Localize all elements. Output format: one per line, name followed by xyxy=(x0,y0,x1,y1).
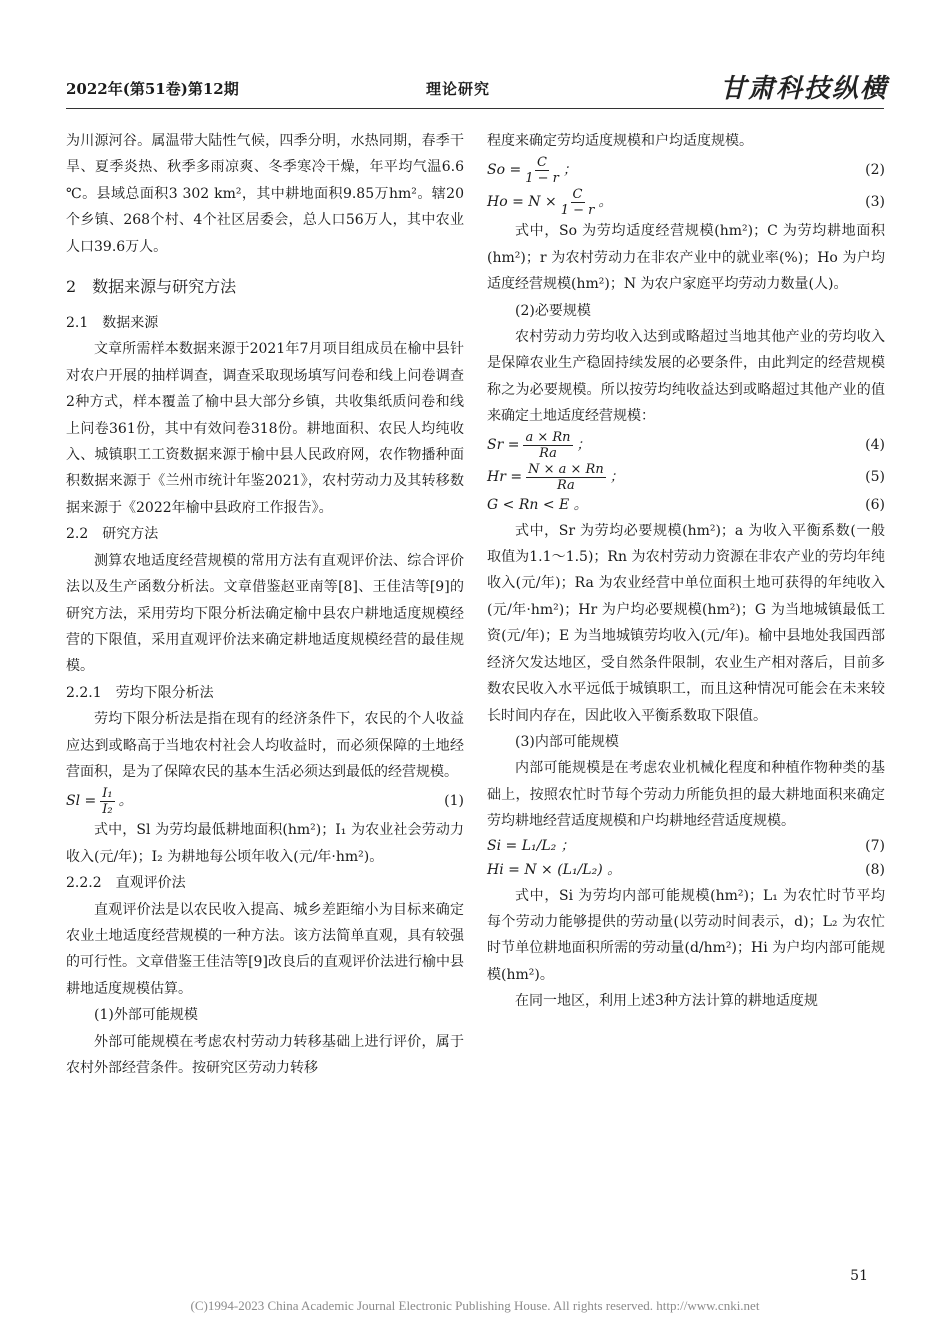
equation-1: Sl = $\frac{\text{I₁}}{\text{I₂}}$ 。 (1) xyxy=(66,785,464,817)
equation-number: (1) xyxy=(444,793,464,810)
equation-6: G < Rn < E 。 (6) xyxy=(487,494,885,518)
equation-3: Ho = N × $\frac{C}{1 - r}$ 。 (3) xyxy=(487,186,885,218)
paragraph: 式中，Si 为劳均内部可能规模(hm²)；L₁ 为农忙时节平均每个劳动力能够提供的劳动量(以劳动时间表示，d)；L₂ 为农忙时节单位耕地面积所需的劳动量(d/hm²)；Hi 为户均内部可能规模(hm²)。 xyxy=(487,887,885,983)
paragraph: 式中，Sl 为劳均最低耕地面积(hm²)；I₁ 为农业社会劳动力收入(元/年)；I₂ 为耕地每公顷年收入(元/年·hm²)。 xyxy=(66,822,464,865)
running-header xyxy=(66,74,888,116)
equation-number: (5) xyxy=(865,469,885,486)
equation-number: (3) xyxy=(865,194,885,211)
equation-number: (8) xyxy=(865,862,885,879)
paragraph: 在同一地区，利用上述3种方法计算的耕地适度规 xyxy=(515,993,818,1010)
subsection-heading: 2.2.1 劳均下限分析法 xyxy=(66,684,214,701)
subsection-heading: 2.1 数据来源 xyxy=(66,315,159,332)
paragraph: 外部可能规模在考虑农村劳动力转移基础上进行评价，属于农村外部经营条件。按研究区劳动力转移 xyxy=(66,1033,464,1076)
paragraph: 直观评价法是以农民收入提高、城乡差距缩小为目标来确定农业土地适度经营规模的一种方法。该方法简单直观，具有较强的可行性。文章借鉴王佳洁等[9]改良后的直观评价法进行榆中县耕地适度规模估算。 xyxy=(66,901,464,997)
paragraph: 文章所需样本数据来源于2021年7月项目组成员在榆中县针对农户开展的抽样调查，调查采取现场填写问卷和线上问卷调查2种方式，样本覆盖了榆中县大部分乡镇，共收集纸质问卷和线上问卷361份，其中有效问卷318份。耕地面积、农民人均纯收入、城镇职工工资数据来源于榆中县人民政府网，农作物播种面积数据来源于《兰州市统计年鉴2021》，农村劳动力及其转移数据来源于《2022年榆中县政府工作报告》。 xyxy=(66,341,464,516)
subsection-heading: 2.2 研究方法 xyxy=(66,526,159,543)
paragraph: 内部可能规模是在考虑农业机械化程度和种植作物种类的基础上，按照农忙时节每个劳动力所能负担的最大耕地面积来确定劳均耕地经营适度规模和户均耕地经营适度规模。 xyxy=(487,760,885,830)
equation-8: Hi = N × (L₁/L₂) 。 (8) xyxy=(487,859,885,883)
paragraph: 农村劳动力劳均收入达到或略超过当地其他产业的劳均收入是保障农业生产稳固持续发展的必要条件，由此判定的经营规模称之为必要规模。所以按劳均纯收益达到或略超过其他产业的值来确定土地适度经营规模： xyxy=(487,329,885,425)
equation-4: Sr = $\frac{a \times Rn}{Ra}$ ； (4) xyxy=(487,430,885,462)
paragraph: (2)必要规模 xyxy=(515,302,591,319)
equation-number: (6) xyxy=(865,497,885,514)
copyright-footer: (C)1994-2023 China Academic Journal Electronic Publishing House. All rights reserved. http://www.cnki.net xyxy=(190,1298,760,1313)
journal-logo: 甘肃科技纵横 xyxy=(719,74,888,104)
paragraph: 式中，Sr 为劳均必要规模(hm²)；a 为收入平衡系数(一般取值为1.1～1.5)；Rn 为农村劳动力资源在非农产业的劳均年纯收入(元/年)；Ra 为农业经营中单位面积土地可获得的年纯收入(元/年·hm²)；Hr 为户均必要规模(hm²)；G 为当地城镇最低工资(元/年)；E 为当地城镇劳均收入(元/年)。榆中县地处我国西部经济欠发达地区，受自然条件限制，农业生产相对落后，目前多数农民收入水平远低于城镇职工，而且这种情况可能会在未来较长时间内存在，因此收入平衡系数取下限值。 xyxy=(487,522,885,724)
subsection-heading: 2.2.2 直观评价法 xyxy=(66,875,186,892)
right-column xyxy=(487,128,885,1015)
section-title: 理论研究 xyxy=(426,80,491,98)
issue-info: 2022年(第51卷)第12期 xyxy=(66,80,239,98)
paragraph: 为川源河谷。属温带大陆性气候，四季分明，水热同期，春季干旱、夏季炎热、秋季多雨凉爽、冬季寒冷干燥，年平均气温6.6 ℃。县域总面积3 302 km²，其中耕地面积9.85万hm²。辖20个乡镇、268个村、4个社区居委会，总人口56万人，其中农业人口39.6万人。 xyxy=(66,133,464,255)
paragraph: (3)内部可能规模 xyxy=(515,733,619,750)
page-number: 51 xyxy=(850,1268,868,1284)
paragraph: 测算农地适度经营规模的常用方法有直观评价法、综合评价法以及生产函数分析法。文章借鉴赵亚南等[8]、王佳洁等[9]的研究方法，采用劳均下限分析法确定榆中县农户耕地适度规模经营的下限值，采用直观评价法来确定耕地适度规模经营的最佳规模。 xyxy=(66,552,464,675)
equation-5: Hr = $\frac{N \times a \times Rn}{Ra}$ ； (5) xyxy=(487,462,885,494)
paragraph: 程度来确定劳均适度规模和户均适度规模。 xyxy=(487,133,753,149)
paragraph: 劳均下限分析法是指在现有的经济条件下，农民的个人收益应达到或略高于当地农村社会人均收益时，而必须保障的土地经营面积，是为了保障农民的基本生活必须达到最低的经营规模。 xyxy=(66,711,464,780)
section-heading: 2 数据来源与研究方法 xyxy=(66,277,237,297)
paragraph: (1)外部可能规模 xyxy=(94,1007,198,1024)
equation-number: (7) xyxy=(865,838,885,855)
header-rule xyxy=(66,108,884,109)
equation-number: (2) xyxy=(865,162,885,179)
equation-2: So = $\frac{C}{1 - r}$ ； (2) xyxy=(487,154,885,186)
paragraph: 式中，So 为劳均适度经营规模(hm²)；C 为劳均耕地面积(hm²)；r 为农村劳动力在非农产业中的就业率(%)；Ho 为户均适度经营规模(hm²)；N 为农户家庭平均劳动力数量(人)。 xyxy=(487,223,885,293)
equation-number: (4) xyxy=(865,437,885,454)
equation-7: Si = L₁/L₂ ； (7) xyxy=(487,835,885,859)
left-column xyxy=(66,128,464,1081)
